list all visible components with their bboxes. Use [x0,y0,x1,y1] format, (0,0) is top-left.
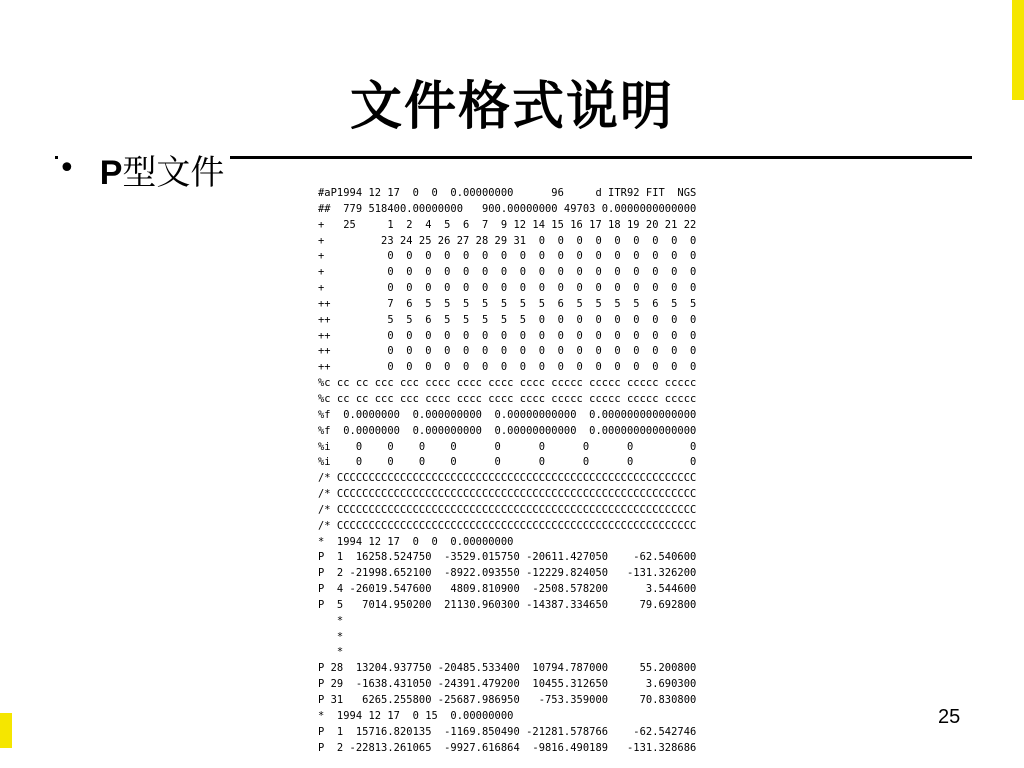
listing-line: %i 0 0 0 0 0 0 0 0 0 [318,456,697,469]
listing-line: ## 779 518400.00000000 900.00000000 49703 0.0000000000000 [318,202,697,215]
listing-line: * 1994 12 17 0 15 0.00000000 [318,709,514,722]
listing-line: + 0 0 0 0 0 0 0 0 0 0 0 0 0 0 0 0 0 [318,266,697,279]
listing-line: %c cc cc ccc ccc cccc cccc cccc cccc ccccc ccccc ccccc ccccc [318,392,697,405]
listing-line: /* CCCCCCCCCCCCCCCCCCCCCCCCCCCCCCCCCCCCCCCCCCCCCCCCCCCCCCCCC [318,472,697,485]
listing-line: /* CCCCCCCCCCCCCCCCCCCCCCCCCCCCCCCCCCCCCCCCCCCCCCCCCCCCCCCCC [318,519,697,532]
listing-line: P 31 6265.255800 -25687.986950 -753.359000 70.830800 [318,694,697,706]
bullet-item [58,146,230,192]
listing-line: * [318,614,344,627]
listing-line: + 0 0 0 0 0 0 0 0 0 0 0 0 0 0 0 0 0 [318,250,697,263]
listing-line: ++ 7 6 5 5 5 5 5 5 5 6 5 5 5 5 6 5 5 [318,297,697,310]
listing-line: ++ 0 0 0 0 0 0 0 0 0 0 0 0 0 0 0 0 0 [318,361,697,374]
listing-line: * [318,646,344,659]
listing-line: /* CCCCCCCCCCCCCCCCCCCCCCCCCCCCCCCCCCCCCCCCCCCCCCCCCCCCCCCCC [318,488,697,501]
listing-line: * [318,630,344,643]
listing-line: ++ 0 0 0 0 0 0 0 0 0 0 0 0 0 0 0 0 0 [318,329,697,342]
listing-line: * 1994 12 17 0 0 0.00000000 [318,535,514,548]
listing-line: ++ 0 0 0 0 0 0 0 0 0 0 0 0 0 0 0 0 0 [318,345,697,358]
listing-line: ++ 5 5 6 5 5 5 5 5 0 0 0 0 0 0 0 0 0 [318,313,697,326]
bullet-label [100,145,225,194]
bullet-dot-icon: • [58,151,76,186]
bullet-label-rest: 型文件 [122,152,225,193]
listing-line: P 5 7014.950200 21130.960300 -14387.334650 79.692800 [318,598,697,611]
file-format-listing [318,186,696,756]
listing-line: P 2 -22813.261065 -9927.616864 -9816.490189 -131.328686 [318,741,697,754]
page-number: 25 [938,706,961,728]
bullet-label-bold: P [99,153,123,192]
listing-line: P 29 -1638.431050 -24391.479200 10455.312650 3.690300 [318,678,697,691]
listing-line: %c cc cc ccc ccc cccc cccc cccc cccc ccccc ccccc ccccc ccccc [318,377,697,390]
listing-line: P 2 -21998.652100 -8922.093550 -12229.824050 -131.326200 [318,567,697,580]
listing-line: %f 0.0000000 0.000000000 0.00000000000 0.000000000000000 [318,408,697,421]
listing-line: %f 0.0000000 0.000000000 0.00000000000 0.000000000000000 [318,424,697,437]
listing-line: + 0 0 0 0 0 0 0 0 0 0 0 0 0 0 0 0 0 [318,282,697,295]
listing-line: + 25 1 2 4 5 6 7 9 12 14 15 16 17 18 19 20 21 22 [318,218,697,231]
listing-line: P 4 -26019.547600 4809.810900 -2508.578200 3.544600 [318,583,697,596]
listing-line: P 1 16258.524750 -3529.015750 -20611.427050 -62.540600 [318,551,697,564]
listing-line: #aP1994 12 17 0 0 0.00000000 96 d ITR92 FIT NGS [318,187,697,199]
listing-line: %i 0 0 0 0 0 0 0 0 0 [318,440,697,453]
listing-line: P 28 13204.937750 -20485.533400 10794.787000 55.200800 [318,662,697,675]
accent-bar-bottom [0,713,12,748]
listing-line: + 23 24 25 26 27 28 29 31 0 0 0 0 0 0 0 0 0 [318,234,697,247]
slide-title: 文件格式说明 [349,77,674,137]
listing-line: /* CCCCCCCCCCCCCCCCCCCCCCCCCCCCCCCCCCCCCCCCCCCCCCCCCCCCCCCCC [318,503,697,516]
listing-line: P 1 15716.820135 -1169.850490 -21281.578766 -62.542746 [318,725,697,738]
